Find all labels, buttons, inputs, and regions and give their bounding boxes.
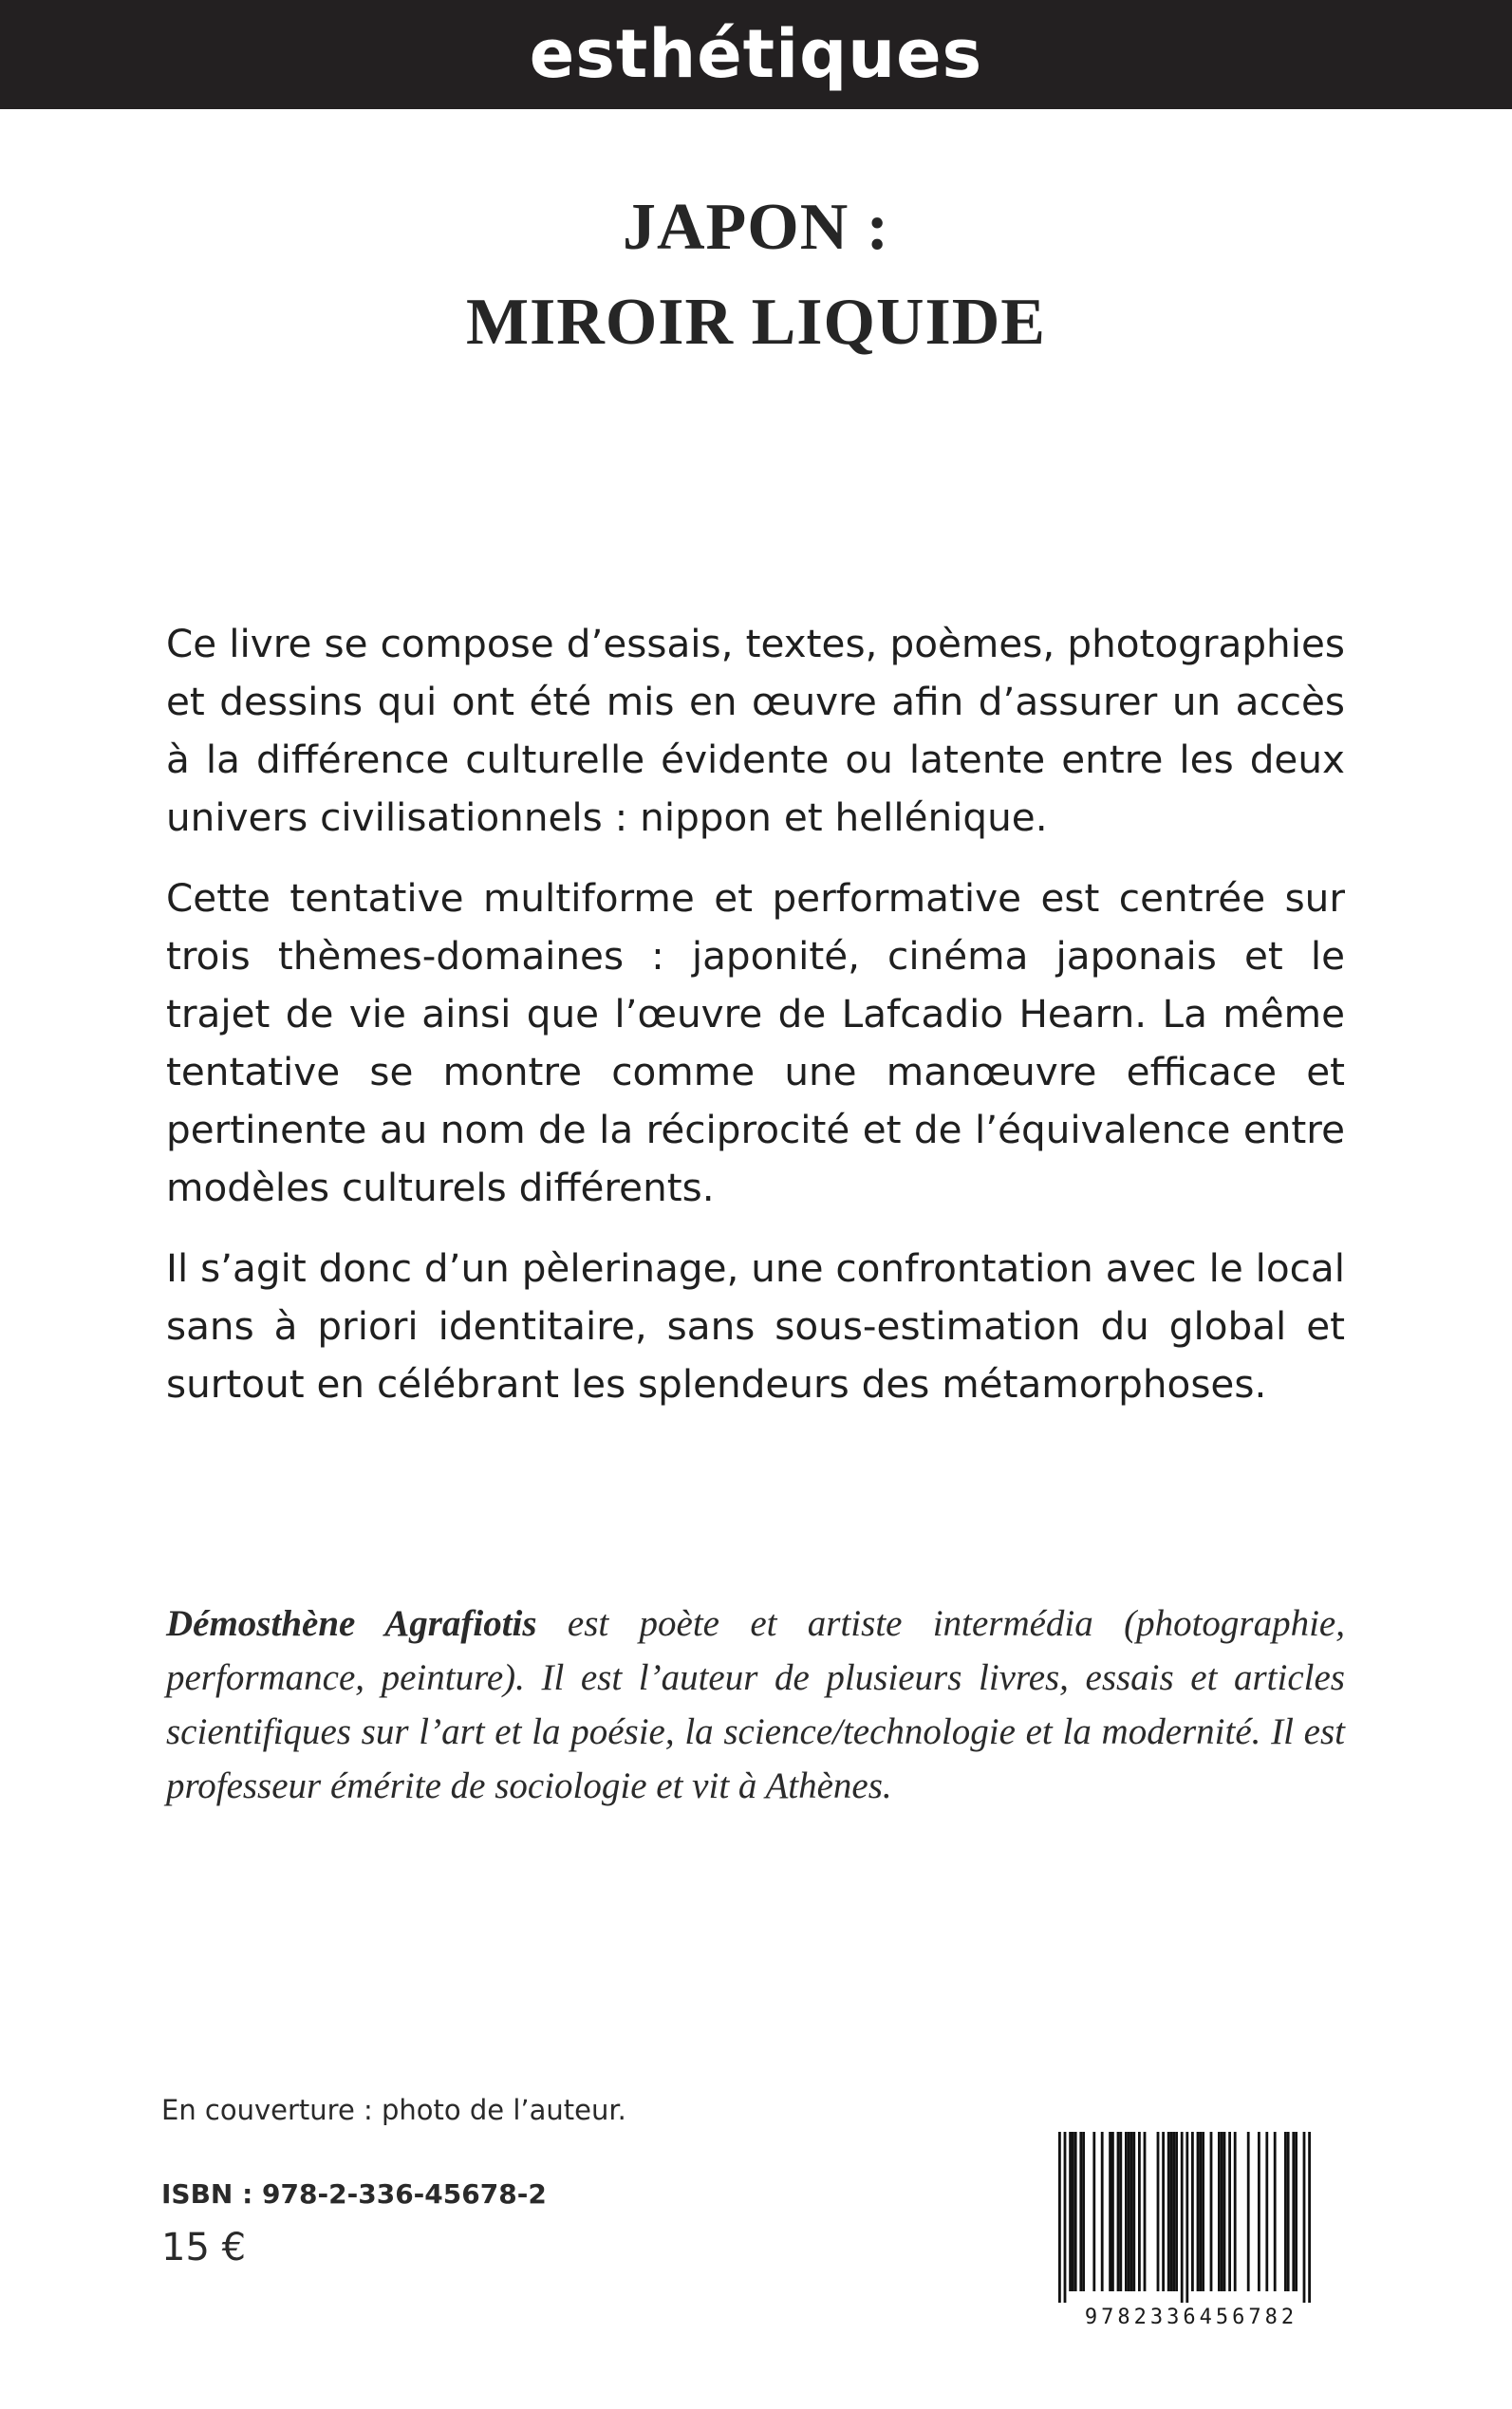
cover-credit: En couverture : photo de l’auteur. [161, 2094, 626, 2126]
barcode-bar [1223, 2132, 1226, 2291]
barcode-bar [1228, 2132, 1231, 2291]
barcode-bar [1101, 2132, 1104, 2291]
barcode-bar [1284, 2132, 1287, 2291]
barcode-bar [1144, 2132, 1147, 2291]
barcode-bar [1058, 2132, 1061, 2303]
barcode-bar [1172, 2132, 1175, 2291]
barcode-bar [1292, 2132, 1295, 2291]
barcode-digits: 9782336456782 [1084, 2306, 1298, 2329]
barcode-bar [1303, 2132, 1306, 2303]
barcode-bar [1128, 2132, 1130, 2291]
barcode-bar [1109, 2132, 1111, 2291]
barcode-bar [1191, 2132, 1194, 2291]
barcode-bar [1132, 2132, 1135, 2291]
barcode-bar [1111, 2132, 1114, 2291]
series-title: esthétiques [529, 15, 983, 93]
author-name: Démosthène Agrafiotis [166, 1603, 537, 1644]
barcode-bar [1074, 2132, 1077, 2291]
barcode-bar [1308, 2132, 1311, 2303]
barcode-bar [1218, 2132, 1221, 2291]
series-banner [0, 0, 1512, 109]
book-summary [166, 615, 1345, 1436]
barcode-bar [1185, 2132, 1188, 2303]
barcode-bar [1064, 2132, 1067, 2303]
barcode-bar [1197, 2132, 1200, 2291]
book-title-line-2: MIROIR LIQUIDE [465, 286, 1047, 359]
barcode-bar [1274, 2132, 1277, 2291]
barcode [1049, 2126, 1334, 2330]
barcode-bar [1181, 2132, 1184, 2303]
isbn: ISBN : 978-2-336-45678-2 [161, 2178, 547, 2210]
barcode-bar [1117, 2132, 1120, 2291]
barcode-bar [1175, 2132, 1178, 2291]
barcode-bar [1258, 2132, 1260, 2291]
book-title-line-1: JAPON : [622, 191, 890, 264]
barcode-bar [1072, 2132, 1074, 2291]
author-bio-text: est poète et artiste intermédia (photographie, performance, peinture). Il est l’auteur de plusieurs livres, essais et articles scientifiques sur l’art et la poésie, la science/technologie et la modernité. Il est professeur émérite de sociologie et vit à Athènes. [166, 1603, 1345, 1806]
barcode-bar [1079, 2132, 1082, 2291]
barcode-bar [1287, 2132, 1290, 2291]
barcode-bar [1202, 2132, 1204, 2291]
barcode-bar [1221, 2132, 1223, 2291]
barcode-bar [1082, 2132, 1085, 2291]
summary-paragraph: Il s’agit donc d’un pèlerinage, une confrontation avec le local sans à priori identitaire, sans sous-estimation du global et surtout en célébrant les splendeurs des métamorphoses. [166, 1245, 1345, 1407]
barcode-bar [1170, 2132, 1173, 2291]
barcode-bar [1125, 2132, 1128, 2291]
barcode-bar [1130, 2132, 1133, 2291]
barcode-bar [1162, 2132, 1165, 2291]
barcode-bar [1138, 2132, 1141, 2291]
barcode-bar [1167, 2132, 1170, 2291]
barcode-bar [1157, 2132, 1160, 2291]
summary-paragraph: Ce livre se compose d’essais, textes, poèmes, photographies et dessins qui ont été mis en œuvre afin d’assurer un accès à la différence culturelle évidente ou latente entre les deux univers civilisationnels : nippon et hellénique. [166, 621, 1345, 840]
barcode-bar [1265, 2132, 1268, 2291]
summary-paragraph: Cette tentative multiforme et performative est centrée sur trois thèmes-domaines : japonité, cinéma japonais et le trajet de vie ainsi que l’œuvre de Lafcadio Hearn. La même tentative se montre comme une manœuvre efficace et pertinente au nom de la réciprocité et de l’équivalence entre modèles culturels différents. [166, 875, 1345, 1210]
barcode-bar [1119, 2132, 1122, 2291]
barcode-bar [1092, 2132, 1095, 2291]
barcode-bar [1295, 2132, 1297, 2291]
author-bio [166, 1597, 1345, 1813]
price: 15 € [161, 2226, 247, 2269]
barcode-bar [1234, 2132, 1237, 2291]
barcode-bar [1247, 2132, 1250, 2291]
barcode-bar [1069, 2132, 1072, 2291]
barcode-bar [1210, 2132, 1213, 2291]
barcode-bar [1199, 2132, 1202, 2291]
